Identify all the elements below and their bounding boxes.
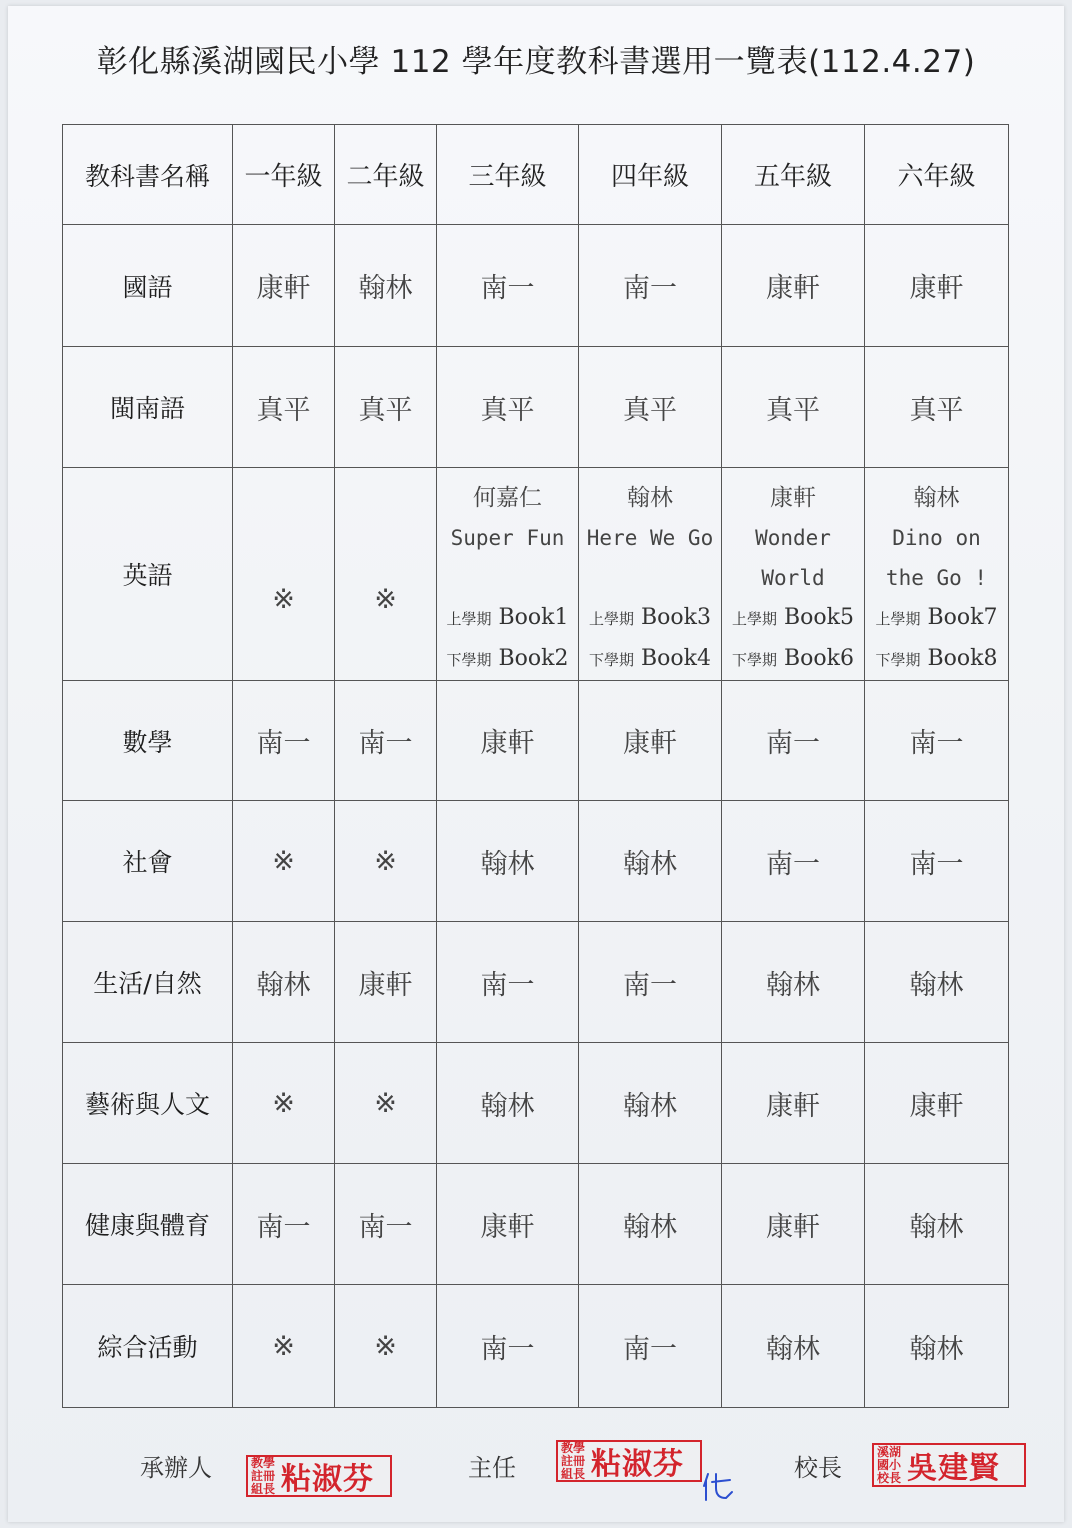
english-semester-2 [865, 639, 1008, 680]
table-cell: 真平 [335, 347, 437, 468]
table-row [63, 225, 1009, 347]
table-cell: 康軒 [335, 922, 437, 1043]
subject-label: 綜合活動 [63, 1285, 233, 1408]
semester-book: Book6 [784, 646, 854, 671]
english-semester-2 [579, 639, 721, 680]
table-row [63, 1164, 1009, 1285]
header-grade-5: 五年級 [722, 125, 865, 225]
subject-label: 藝術與人文 [63, 1043, 233, 1164]
semester-book: Book5 [784, 605, 854, 630]
table-cell: ※ [233, 1285, 335, 1408]
table-cell: 康軒 [722, 1043, 865, 1164]
semester-label: 下學期 [875, 651, 921, 669]
english-cell-grade-6 [865, 468, 1009, 681]
english-publisher: 翰林 [627, 485, 673, 511]
seal-title: 教學註冊組長 [251, 1455, 276, 1496]
english-cell-grade-3 [437, 468, 579, 681]
table-cell: 真平 [437, 347, 579, 468]
table-row [63, 347, 1009, 468]
table-cell: 翰林 [437, 801, 579, 922]
header-row [63, 125, 1009, 225]
subject-label: 國語 [63, 225, 233, 347]
handler-label: 承辦人 [140, 1454, 212, 1482]
table-cell: 南一 [335, 681, 437, 801]
english-book-title: Super Fun [450, 526, 565, 550]
table-cell: 翰林 [865, 1285, 1009, 1408]
table-cell: ※ [335, 1043, 437, 1164]
textbook-table [62, 124, 1009, 1408]
table-cell: 翰林 [579, 1043, 722, 1164]
table-cell: 南一 [865, 681, 1009, 801]
header-grade-4: 四年級 [579, 125, 722, 225]
english-book-title: Dino on the Go ! [885, 526, 988, 590]
table-cell: 翰林 [865, 922, 1009, 1043]
table-cell: 翰林 [722, 922, 865, 1043]
english-book-title: Here We Go [586, 526, 714, 550]
table-cell: 南一 [579, 922, 722, 1043]
table-cell: 翰林 [335, 225, 437, 347]
english-semester-1 [865, 598, 1008, 639]
director-seal-stamp [556, 1440, 702, 1482]
semester-label: 下學期 [588, 651, 634, 669]
table-cell: 南一 [233, 1164, 335, 1285]
table-row-english [63, 468, 1009, 681]
table-row [63, 1285, 1009, 1408]
english-publisher: 何嘉仁 [473, 485, 542, 511]
table-cell: ※ [233, 468, 335, 681]
table-cell: 南一 [437, 922, 579, 1043]
table-cell: 南一 [335, 1164, 437, 1285]
subject-label: 數學 [63, 681, 233, 801]
table-cell: 南一 [865, 801, 1009, 922]
seal-name: 吳建賢 [907, 1451, 1000, 1486]
subject-label: 英語 [63, 468, 233, 681]
seal-title: 教學註冊組長 [561, 1440, 586, 1481]
table-cell: 南一 [579, 1285, 722, 1408]
table-row [63, 922, 1009, 1043]
semester-label: 下學期 [446, 651, 492, 669]
semester-label: 上學期 [446, 610, 492, 628]
table-cell: ※ [335, 468, 437, 681]
table-cell: 真平 [579, 347, 722, 468]
principal-label: 校長 [794, 1454, 842, 1482]
subject-label: 閩南語 [63, 347, 233, 468]
table-cell: 南一 [722, 801, 865, 922]
english-publisher: 翰林 [913, 485, 960, 511]
semester-label: 上學期 [875, 610, 921, 628]
table-cell: 康軒 [579, 681, 722, 801]
english-book-title: Wonder World [755, 526, 831, 590]
semester-label: 上學期 [731, 610, 777, 628]
page-title: 彰化縣溪湖國民小學 112 學年度教科書選用一覽表(112.4.27) [96, 44, 976, 80]
table-cell: 南一 [437, 1285, 579, 1408]
table-cell: ※ [233, 1043, 335, 1164]
table-cell: 康軒 [233, 225, 335, 347]
semester-label: 下學期 [731, 651, 777, 669]
handler-seal-stamp [246, 1455, 392, 1497]
header-grade-3: 三年級 [437, 125, 579, 225]
table-cell: ※ [335, 1285, 437, 1408]
semester-book: Book4 [641, 646, 711, 671]
subject-label: 健康與體育 [63, 1164, 233, 1285]
seal-title: 溪湖國小校長 [877, 1444, 902, 1485]
table-row [63, 681, 1009, 801]
table-cell: 南一 [233, 681, 335, 801]
semester-book: Book2 [498, 646, 569, 671]
semester-book: Book7 [927, 605, 998, 630]
table-cell: 康軒 [437, 1164, 579, 1285]
subject-label: 社會 [63, 801, 233, 922]
english-publisher: 康軒 [770, 485, 816, 511]
table-cell: 翰林 [233, 922, 335, 1043]
english-cell-grade-5 [722, 468, 865, 681]
semester-book: Book8 [927, 646, 998, 671]
table-cell: 翰林 [437, 1043, 579, 1164]
english-semester-1 [579, 598, 721, 639]
table-cell: ※ [233, 801, 335, 922]
english-semester-2 [437, 639, 578, 680]
header-grade-1: 一年級 [233, 125, 335, 225]
table-cell: 翰林 [722, 1285, 865, 1408]
handwritten-note-icon [702, 1468, 736, 1504]
table-cell: 南一 [437, 225, 579, 347]
table-cell: 南一 [722, 681, 865, 801]
table-cell: 康軒 [865, 225, 1009, 347]
table-cell: 真平 [865, 347, 1009, 468]
seal-name: 粘淑芬 [281, 1462, 374, 1497]
table-cell: ※ [335, 801, 437, 922]
table-cell: 翰林 [579, 1164, 722, 1285]
semester-label: 上學期 [588, 610, 634, 628]
principal-seal-stamp [872, 1443, 1026, 1487]
header-grade-6: 六年級 [865, 125, 1009, 225]
semester-book: Book3 [641, 605, 711, 630]
table-cell: 南一 [579, 225, 722, 347]
table-cell: 康軒 [722, 225, 865, 347]
director-label: 主任 [468, 1454, 516, 1482]
subject-label: 生活/自然 [63, 922, 233, 1043]
table-cell: 真平 [722, 347, 865, 468]
header-grade-2: 二年級 [335, 125, 437, 225]
table-cell: 康軒 [437, 681, 579, 801]
seal-name: 粘淑芬 [591, 1447, 684, 1482]
table-row [63, 1043, 1009, 1164]
table-cell: 康軒 [865, 1043, 1009, 1164]
table-row [63, 801, 1009, 922]
english-semester-1 [722, 598, 864, 639]
table-cell: 真平 [233, 347, 335, 468]
english-semester-1 [437, 598, 578, 639]
semester-book: Book1 [498, 605, 569, 630]
english-semester-2 [722, 639, 864, 680]
table-cell: 翰林 [865, 1164, 1009, 1285]
header-corner: 教科書名稱 [63, 125, 233, 225]
table-cell: 康軒 [722, 1164, 865, 1285]
table-cell: 翰林 [579, 801, 722, 922]
english-cell-grade-4 [579, 468, 722, 681]
